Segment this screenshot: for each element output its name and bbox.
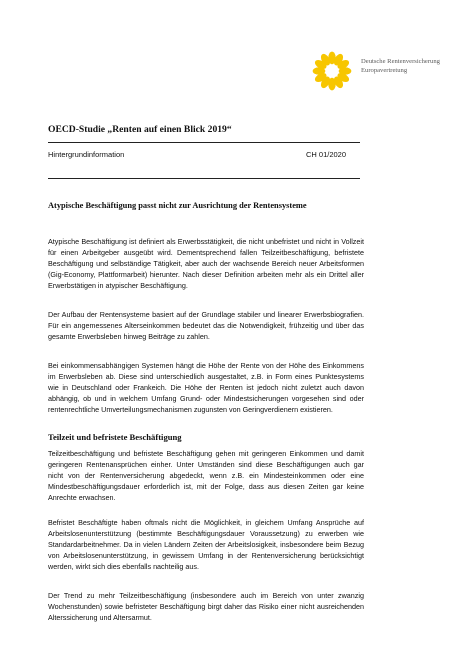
paragraph-text: Atypische Beschäftigung ist definiert als Erwerbsstätigkeit, die nicht unbefristet und nicht in Vollzeit für einen Arbeitgeber ausgeübt wird. Dementsprechend fallen Teilzeitbeschäftigung, befristete Beschäftigung und selbständige Tätigkeit, aber auch der wachsende Bereich neuer Arbeitsformen (Gig-Economy, Plattformarbeit) hierunter. Nach dieser Definition arbeiten mehr als ein Drittel aller Erwerbstätigen in atypischer Beschäftigung. bbox=[48, 237, 364, 290]
brand-name-line2: Europavertretung bbox=[361, 67, 408, 74]
drv-logo-icon bbox=[311, 50, 353, 92]
header-divider bbox=[48, 178, 360, 179]
paragraph-text: Der Trend zu mehr Teilzeitbeschäftigung (insbesondere auch im Bereich von unter zwanzig Wochenstunden) sowie befristeter Beschäftigung birgt daher das Risiko einer nicht ausreichenden Alterssicherung und Altersarmut. bbox=[48, 591, 364, 622]
section-heading: Teilzeit und befristete Beschäftigung bbox=[48, 432, 182, 442]
brand-name-line1: Deutsche Rentenversicherung bbox=[361, 58, 440, 65]
paragraph bbox=[48, 310, 364, 343]
paragraph bbox=[48, 591, 364, 624]
brand-name bbox=[361, 57, 440, 75]
document-title: OECD-Studie „Renten auf einen Blick 2019“ bbox=[48, 124, 232, 135]
paragraph-text: Der Aufbau der Rentensysteme basiert auf der Grundlage stabiler und linearer Erwerbsbiografien. Für ein angemessenes Alterseinkommen bedeutet das die Notwendigkeit, frühzeitig und über das gesamte Erwerbsleben hinweg Beiträge zu zahlen. bbox=[48, 310, 364, 341]
paragraph-text: Teilzeitbeschäftigung und befristete Beschäftigung gehen mit geringeren Einkommen und damit geringeren Rentenansprüchen einher. Unter Umständen sind diese Beschäftigungen auch gar nicht von der Rentenversicherung abgedeckt, wenn z.B. ein Mindesteinkommen oder eine Mindestbeschäftigungsdauer erforderlich ist, mit der Folge, dass aus diesen Zeiten gar keine Anrechte erwachsen. bbox=[48, 449, 364, 502]
paragraph bbox=[48, 449, 364, 504]
paragraph-text: Befristet Beschäftigte haben oftmals nicht die Möglichkeit, in gleichem Umfang Ansprüche auf Arbeitslosenunterstützung (bestimmte Beschäftigungsdauer Voraussetzung) zu erwerben wie Standardarbeitnehmer. Da in vielen Ländern Zeiten der Arbeitslosigkeit, insbesondere beim Bezug von Arbeitslosenunterstützung, in gewissem Umfang in der Rentenversicherung berücksichtigt werden, wirkt sich dies ebenfalls nachteilig aus. bbox=[48, 518, 364, 571]
section-heading: Atypische Beschäftigung passt nicht zur Ausrichtung der Rentensysteme bbox=[48, 201, 307, 210]
document-subtitle: Hintergrundinformation bbox=[48, 150, 125, 159]
document-id: CH 01/2020 bbox=[306, 150, 347, 159]
paragraph-text: Bei einkommensabhängigen Systemen hängt die Höhe der Rente von der Höhe des Einkommens im Erwerbsleben ab. Diese sind unterschiedlich ausgestaltet, z.B. in Form eines Punktesystems wie in Deutschland oder Frankeich. Die Höhe der Renten ist jedoch nicht zuletzt auch davon abhängig, ob und in welchem Umfang Grund- oder Mindestsicherungen vorgesehen sind oder rentenrechtliche Umverteilungsmechanismen zugunsten von Geringverdienern existieren. bbox=[48, 361, 364, 414]
paragraph bbox=[48, 237, 364, 292]
paragraph bbox=[48, 361, 364, 416]
title-divider bbox=[48, 142, 360, 143]
paragraph bbox=[48, 518, 364, 573]
